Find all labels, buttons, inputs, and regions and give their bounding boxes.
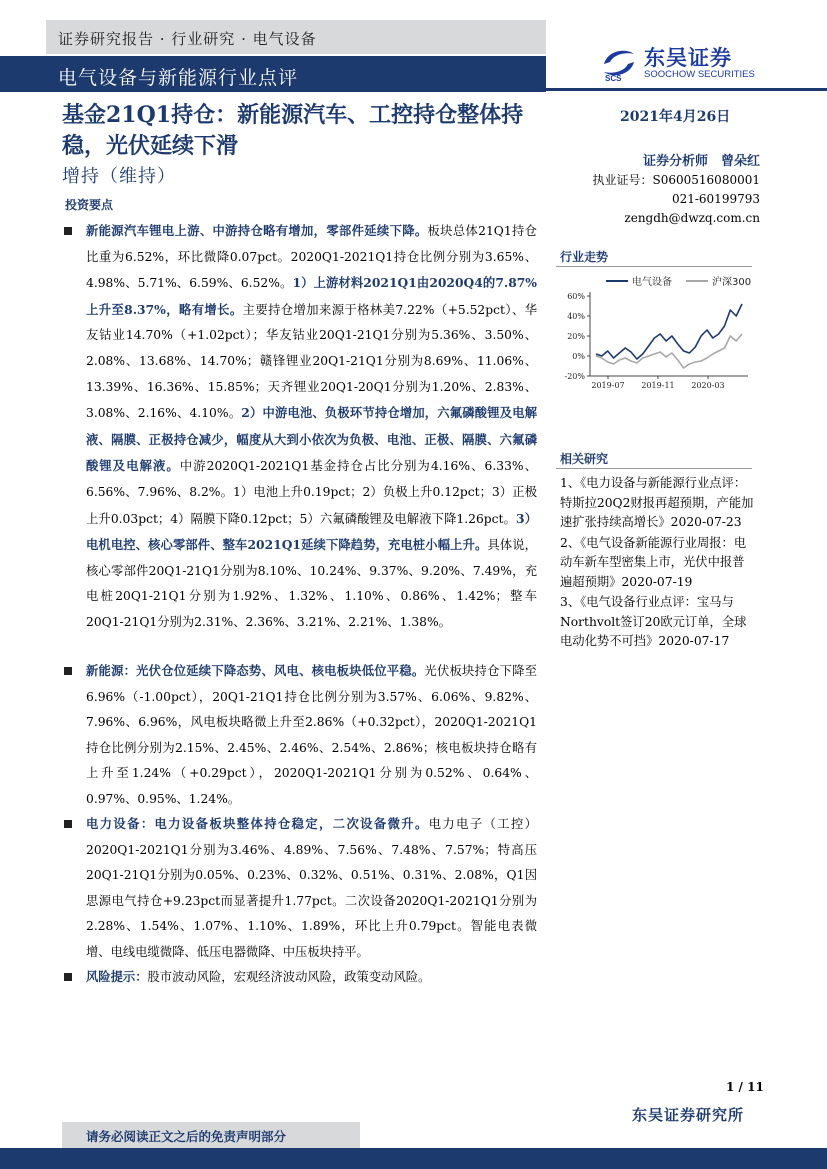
logo-english: SOOCHOW SECURITIES <box>644 69 755 80</box>
related-rule <box>556 468 752 469</box>
analyst-phone: 021-60199793 <box>671 192 760 206</box>
bullet-square-icon <box>64 227 72 235</box>
related-list <box>560 474 756 653</box>
chart-svg <box>556 270 756 398</box>
ev-text-1: 板块总体21Q1持仓比重为6.52%，环比微降0.07pct。2020Q1-2021Q1持仓比例分别为3.65%、4.98%、5.71%、6.59%、6.52%。 <box>86 224 537 291</box>
analyst-name: 证券分析师 曾朵红 <box>642 154 760 169</box>
y-tick-label: 40% <box>567 312 585 321</box>
trend-heading: 行业走势 <box>560 250 609 264</box>
footer-firm: 东吴证券研究所 <box>632 1106 745 1124</box>
key-points-heading: 投资要点 <box>65 198 114 212</box>
bullet-square-icon <box>64 667 72 675</box>
header-series: 电气设备与新能源行业点评 <box>58 67 299 89</box>
risk-text: 股市波动风险，宏观经济波动风险，政策变动风险。 <box>147 970 431 984</box>
company-logo <box>600 42 770 86</box>
ev-bold-4: 3）电机电控、核心零部件、整车2021Q1延续下降趋势，充电桩小幅上升。 <box>86 510 537 553</box>
ev-text-3: 中游2020Q1-2021Q1基金持仓占比分别为4.16%、6.33%、6.56%、7.96%、8.2%。1）电池上升0.19pct；2）负极上升0.12pct；3）正极上升0.03pct；4）隔膜下降0.12pct；5）六氟磷酸锂及电解液下降1.26pct。 <box>86 459 537 526</box>
x-tick-label: 2019-11 <box>641 381 675 390</box>
report-date: 2021年4月26日 <box>620 109 731 125</box>
ev-text-4: 具体说，核心零部件20Q1-21Q1分别为8.10%、10.24%、9.37%、9.20%、7.49%，充电桩20Q1-21Q1分别为1.92%、1.32%、1.10%、0.86%、1.42%；整车20Q1-21Q1分别为2.31%、2.36%、3.21%、2.21%、1.38%。 <box>86 538 537 629</box>
related-heading: 相关研究 <box>560 452 609 466</box>
pe-bold: 电力设备：电力设备板块整体持仓稳定，二次设备微升。 <box>86 816 429 831</box>
header-category: 证券研究报告 · 行业研究 · 电气设备 <box>58 30 317 48</box>
legend-label: 沪深300 <box>712 277 752 288</box>
header-rule <box>546 88 827 91</box>
legend-label: 电气设备 <box>632 277 672 288</box>
paragraph-new-energy <box>62 658 537 811</box>
y-tick-label: 0% <box>572 352 585 361</box>
trend-rule <box>556 266 752 267</box>
ev-bold-3: 2）中游电池、负极环节持仓增加，六氟磷酸锂及电解液、隔膜、正极持仓减少，幅度从大到小依次为负极、电池、正极、隔膜、六氟磷酸锂及电解液。 <box>86 405 537 474</box>
ev-text-2: 主要持仓增加来源于格林美7.22%（+5.52pct）、华友钴业14.70%（+1.02pct）；华友钴业20Q1-21Q1分别为5.36%、3.50%、2.08%、13.68%、14.70%；赣锋锂业20Q1-21Q1分别为8.69%、11.06%、13.39%、16.36%、15.85%；天齐锂业20Q1-20Q1分别为1.20%、2.83%、3.08%、2.16%、4.10%。 <box>86 302 537 421</box>
ne-bold: 新能源：光伏仓位延续下降态势、风电、核电板块低位平稳。 <box>86 663 425 678</box>
header-series-bar <box>0 56 546 92</box>
analyst-block <box>590 152 760 228</box>
y-tick-label: 20% <box>567 332 585 341</box>
footer-band <box>0 1148 827 1169</box>
disclaimer-text: 请务必阅读正文之后的免责声明部分 <box>86 1129 287 1144</box>
disclaimer-bar <box>62 1122 360 1148</box>
y-tick-label: -20% <box>564 372 585 381</box>
main-body <box>62 218 537 990</box>
header-category-bar <box>46 20 546 54</box>
paragraph-power-equipment <box>62 811 537 964</box>
x-tick-label: 2019-07 <box>591 381 625 390</box>
ev-bold-2: 1）上游材料2021Q1由2020Q4的7.87%上升至8.37%，略有增长。 <box>86 275 537 317</box>
related-item[interactable]: 3、《电气设备行业点评：宝马与Northvolt签订20欧元订单，全球电动化势不可挡》2020-07-17 <box>560 595 747 648</box>
related-item[interactable]: 1、《电力设备与新能源行业点评：特斯拉20Q2财报再超预期，产能加速扩张持续高增长》2020-07-23 <box>560 476 754 529</box>
paragraph-risk <box>62 964 537 990</box>
report-rating: 增持（维持） <box>62 166 176 187</box>
logo-mark-text: SCS <box>605 74 622 82</box>
report-title: 基金21Q1持仓：新能源汽车、工控持仓整体持稳，光伏延续下滑 <box>62 102 524 159</box>
analyst-email[interactable]: zengdh@dwzq.com.cn <box>624 211 760 225</box>
x-tick-label: 2020-03 <box>691 381 725 390</box>
ev-bold-1: 新能源汽车锂电上游、中游持仓略有增加，零部件延续下降。 <box>86 223 428 238</box>
risk-bold: 风险提示： <box>86 969 148 984</box>
bullet-square-icon <box>64 820 72 828</box>
ne-text: 光伏板块持仓下降至6.96%（-1.00pct），20Q1-21Q1持仓比例分别为3.57%、6.06%、9.82%、7.96%、6.96%，风电板块略微上升至2.86%（+0.32pct），2020Q1-2021Q1持仓比例分别为2.15%、2.45%、2.46%、2.54%、2.86%；核电板块持仓略有上升至1.24%（+0.29pct），2020Q1-2021Q1分别为0.52%、0.64%、0.97%、0.95%、1.24%。 <box>86 664 537 806</box>
related-item[interactable]: 2、《电气设备新能源行业周报：电动车新车型密集上市，光伏中报普遍超预期》2020-07-19 <box>560 535 747 589</box>
logo-chinese: 东吴证券 <box>644 45 732 70</box>
paragraph-ev <box>62 218 537 658</box>
bullet-square-icon <box>64 973 72 981</box>
pe-text: 电力电子（工控）2020Q1-2021Q1分别为3.46%、4.89%、7.56%、7.48%、7.57%；特高压20Q1-21Q1分别为0.05%、0.23%、0.32%、0.51%、0.31%、2.08%，Q1因思源电气持仓+9.23pct而显著提升1.77pct。二次设备2020Q1-2021Q1分别为2.28%、1.54%、1.07%、1.10%、1.89%，环比上升0.79pct。智能电表微增、电线电缆微降、低压电器微降、中压板块持平。 <box>86 817 537 959</box>
analyst-cert: 执业证号：S0600516080001 <box>592 173 760 187</box>
industry-trend-chart <box>556 270 756 398</box>
scs-logo-icon <box>600 44 638 82</box>
y-tick-label: 60% <box>567 292 585 301</box>
page-number: 1 / 11 <box>726 1080 764 1094</box>
